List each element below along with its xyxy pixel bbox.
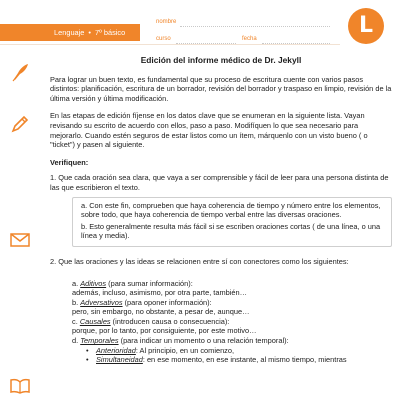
connector-a-name: Aditivos bbox=[80, 278, 107, 288]
tip-a: a. Con este fin, comprueben que haya coherencia de tiempo y número entre los elementos, sobre todo, que haya coherencia de tiempo verbal entre las diversas oraciones. bbox=[81, 200, 381, 220]
tip-box bbox=[72, 197, 392, 247]
connector-c-desc: (introducen causa o consecuencia): bbox=[110, 316, 230, 326]
verify-heading: Verifiquen: bbox=[50, 157, 89, 167]
worksheet-content bbox=[50, 56, 392, 365]
header bbox=[0, 0, 400, 54]
checklist-item-2: 2. Que las oraciones y las ideas se relacionen entre sí con conectores como los siguientes: bbox=[50, 256, 349, 266]
subject-separator: • bbox=[88, 28, 92, 37]
connector-d-sub-2-text: : en ese momento, en ese instante, al mismo tiempo, mientras bbox=[142, 355, 347, 365]
tip-b: b. Esto generalmente resulta más fácil si se escriben oraciones cortas ( de una línea, o una línea y media). bbox=[81, 221, 381, 241]
subject-badge: L bbox=[348, 8, 384, 44]
connector-b-desc: (para oponer información): bbox=[122, 297, 212, 307]
pencil-icon bbox=[8, 112, 32, 136]
connector-c-prefix: c. bbox=[72, 316, 80, 326]
name-field[interactable] bbox=[180, 26, 330, 27]
connector-list bbox=[72, 279, 392, 365]
connector-d-sub-1-text: : Al principio, en un comienzo, bbox=[135, 345, 235, 355]
course-field-label: curso bbox=[156, 36, 171, 42]
connector-d bbox=[72, 336, 392, 346]
page-title: Edición del informe médico de Dr. Jekyll bbox=[140, 55, 302, 65]
connector-a-examples: además, incluso, asimismo, por otra parte, también… bbox=[72, 288, 247, 298]
book-icon bbox=[8, 374, 32, 398]
header-divider bbox=[0, 44, 340, 45]
instructions-paragraph: En las etapas de edición fíjense en los datos clave que se enumeran en la siguiente lista. Vayan revisando su escrito de acuerdo con ellos, paso a paso. Modifíquen lo que sea necesario para mejorarlo. Cuando estén seguros de estar listos como un ítem, márquenlo con un visto bueno ( o "ticket") y pasen al siguiente. bbox=[50, 111, 368, 150]
connector-b-name: Adversativos bbox=[80, 297, 123, 307]
connector-d-prefix: d. bbox=[72, 336, 81, 346]
connector-d-sub-2-name: Simultaneidad bbox=[96, 355, 143, 365]
sidebar bbox=[0, 54, 44, 400]
mail-icon bbox=[8, 228, 32, 252]
connector-a-prefix: a. bbox=[72, 278, 81, 288]
connector-d-sub-2 bbox=[84, 355, 392, 365]
subject-bar bbox=[0, 24, 140, 41]
connector-a-desc: (para sumar información): bbox=[106, 278, 193, 288]
connector-d-desc: (para indicar un momento o una relación temporal): bbox=[118, 336, 289, 346]
connector-b-examples: pero, sin embargo, no obstante, a pesar de, aunque… bbox=[72, 307, 250, 317]
connector-d-sub-1-name: Anterioridad bbox=[96, 345, 136, 355]
name-field-label: nombre bbox=[156, 19, 177, 25]
connector-c bbox=[72, 317, 392, 327]
connector-c-name: Causales bbox=[79, 316, 111, 326]
connector-d-name: Temporales bbox=[80, 336, 119, 346]
subject-label: Lenguaje bbox=[54, 28, 85, 37]
intro-paragraph: Para lograr un buen texto, es fundamental que su proceso de escritura cuente con varios pasos distintos: planificación, escritura de un borrador, revisión del borrador y traspaso en limpio, revisión de la última versión y última modificación. bbox=[50, 74, 392, 103]
connector-a bbox=[72, 279, 392, 289]
checklist-item-1: 1. Que cada oración sea clara, que vaya a ser comprensible y fácil de leer para una persona distinta de las que escribieron el texto. bbox=[50, 173, 389, 192]
connector-b bbox=[72, 298, 392, 308]
connector-b-prefix: b. bbox=[72, 297, 81, 307]
connector-c-examples: porque, por lo tanto, por consiguiente, por este motivo… bbox=[72, 326, 257, 336]
quill-pen-icon bbox=[8, 60, 32, 84]
grade-label: 7º básico bbox=[95, 28, 126, 37]
connector-d-sub-1 bbox=[84, 346, 392, 356]
date-field-label: fecha bbox=[242, 36, 257, 42]
